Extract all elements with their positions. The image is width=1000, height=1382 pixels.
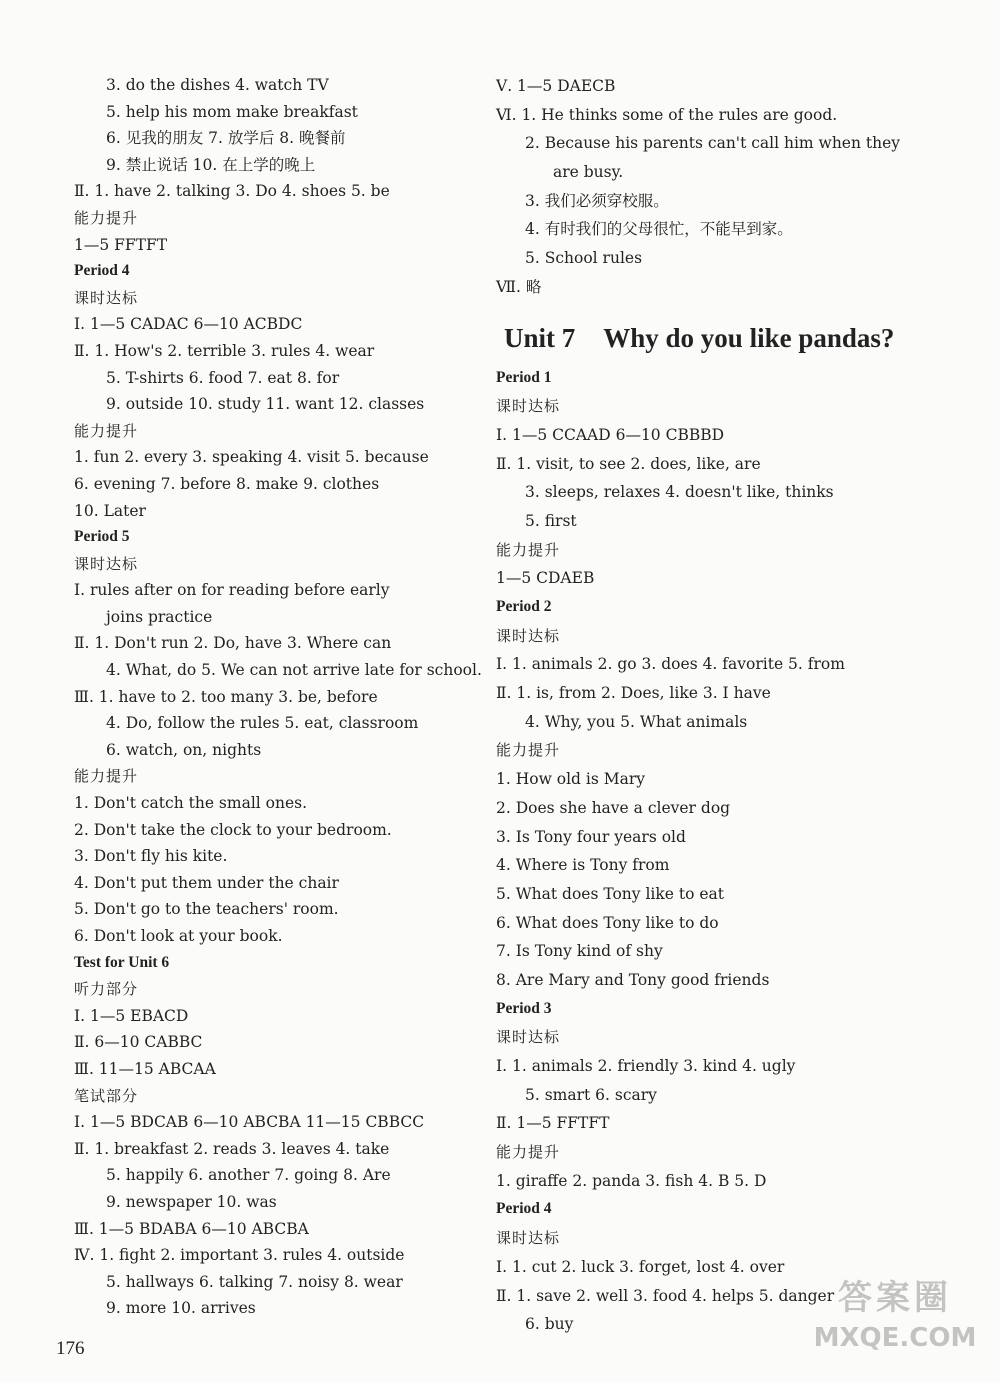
answer-line: 2. Because his parents can't call him when they (525, 134, 901, 153)
answer-line: 5. School rules (525, 249, 643, 268)
answer-line: 4. Don't put them under the chair (74, 873, 339, 892)
answer-line: 3. do the dishes 4. watch TV (106, 76, 329, 94)
answer-line: Ⅱ. 1. is, from 2. Does, like 3. I have (496, 684, 771, 703)
answer-line: Ⅰ. 1. animals 2. friendly 3. kind 4. ugly (496, 1057, 796, 1075)
answer-line: 4. Why, you 5. What animals (525, 712, 748, 731)
answer-line: 课时达标 (496, 397, 561, 416)
answer-line: 1. Don't catch the small ones. (74, 794, 308, 813)
answer-line: Ⅱ. 1. visit, to see 2. does, like, are (496, 454, 761, 473)
answer-line: Ⅲ. 1—5 BDABA 6—10 ABCBA (74, 1219, 309, 1238)
left-column (74, 72, 482, 1322)
section-heading: Period 2 (496, 598, 552, 615)
page-number: 176 (56, 1338, 85, 1359)
answer-line: 9. more 10. arrives (106, 1299, 256, 1318)
answer-line: 1. How old is Mary (496, 770, 646, 789)
answer-line: Ⅰ. 1—5 CADAC 6—10 ACBDC (74, 315, 303, 334)
answer-line: Ⅱ. 1. How's 2. terrible 3. rules 4. wear (74, 341, 375, 360)
answer-line: 5. Don't go to the teachers' room. (74, 900, 339, 919)
answer-line: Ⅱ. 1. have 2. talking 3. Do 4. shoes 5. be (74, 182, 390, 201)
answer-line: 能力提升 (74, 421, 139, 440)
answer-line: 6. Don't look at your book. (74, 927, 283, 945)
answer-line: 课时达标 (496, 626, 561, 645)
answer-line: 课时达标 (74, 554, 139, 573)
answer-line: Ⅱ. 1. breakfast 2. reads 3. leaves 4. take (74, 1139, 390, 1158)
answer-line: Ⅰ. 1—5 CCAAD 6—10 CBBBD (496, 425, 725, 444)
answer-line: joins practice (106, 607, 213, 626)
answer-line: 6. buy (525, 1315, 574, 1334)
answer-line: 2. Don't take the clock to your bedroom. (74, 820, 392, 839)
answer-line: Ⅱ. 6—10 CABBC (74, 1033, 203, 1052)
answer-line: 3. Is Tony four years old (496, 827, 686, 846)
answer-line: Ⅴ. 1—5 DAECB (496, 77, 616, 95)
answer-line: are busy. (553, 163, 624, 182)
unit-label: Unit 7 (504, 322, 576, 353)
answer-line: 7. Is Tony kind of shy (496, 942, 663, 961)
answer-line: 6. watch, on, nights (106, 740, 262, 759)
section-heading: Period 4 (74, 262, 130, 280)
answer-line: 1—5 FFTFT (74, 235, 168, 254)
answer-line: Ⅵ. 1. He thinks some of the rules are good. (496, 105, 838, 124)
answer-line: 3. Don't fly his kite. (74, 847, 228, 866)
answer-line: 能力提升 (74, 767, 139, 786)
answer-line: 5. happily 6. another 7. going 8. Are (106, 1166, 391, 1185)
answer-line: 6. What does Tony like to do (496, 913, 719, 932)
answer-line: 5. hallways 6. talking 7. noisy 8. wear (106, 1272, 403, 1291)
answer-line: Ⅲ. 11—15 ABCAA (74, 1059, 216, 1078)
right-top-block (496, 72, 926, 302)
answer-line: 4. Where is Tony from (496, 856, 670, 875)
section-heading: Test for Unit 6 (74, 953, 170, 971)
answer-line: 9. outside 10. study 11. want 12. classes (106, 395, 425, 414)
answer-line: 5. smart 6. scary (525, 1085, 657, 1104)
section-heading: Period 4 (496, 1200, 552, 1218)
answer-line: Ⅰ. 1—5 EBACD (74, 1006, 189, 1025)
answer-line: Ⅰ. 1—5 BDCAB 6—10 ABCBA 11—15 CBBCC (74, 1113, 425, 1132)
answer-line: 能力提升 (74, 208, 139, 227)
answer-line: 6. 见我的朋友 7. 放学后 8. 晚餐前 (106, 129, 346, 148)
answer-line: 课时达标 (74, 288, 139, 307)
answer-line: 3. sleeps, relaxes 4. doesn't like, thinks (525, 483, 834, 502)
answer-line: 1. fun 2. every 3. speaking 4. visit 5. because (74, 448, 429, 467)
answer-line: 5. help his mom make breakfast (106, 102, 358, 121)
answer-line: 3. 我们必须穿校服。 (525, 191, 669, 210)
answer-line: 4. 有时我们的父母很忙，不能早到家。 (525, 220, 793, 239)
section-heading: Period 1 (496, 368, 552, 386)
section-heading: Period 5 (74, 528, 130, 546)
answer-line: 2. Does she have a clever dog (496, 798, 731, 817)
answer-line: 能力提升 (496, 540, 561, 559)
answer-line: 9. 禁止说话 10. 在上学的晚上 (106, 155, 316, 174)
answer-line: 6. evening 7. before 8. make 9. clothes (74, 474, 380, 493)
answer-line: 5. first (525, 511, 577, 530)
watermark-en: MXQE.COM (813, 1323, 977, 1353)
answer-line: 听力部分 (74, 980, 139, 999)
section-heading: Period 3 (496, 999, 552, 1017)
answer-line: 课时达标 (496, 1229, 561, 1248)
answer-line: 5. What does Tony like to eat (496, 884, 725, 903)
answer-line: 1. giraffe 2. panda 3. fish 4. B 5. D (496, 1171, 767, 1190)
answer-line: 能力提升 (496, 1143, 561, 1162)
answer-line: 课时达标 (496, 1028, 561, 1047)
answer-line: 笔试部分 (74, 1086, 139, 1105)
right-column (496, 72, 926, 1339)
watermark-cn: 答案圈 (838, 1278, 952, 1318)
answer-line: Ⅱ. 1—5 FFTFT (496, 1114, 610, 1133)
answer-line: Ⅳ. 1. fight 2. important 3. rules 4. outside (74, 1246, 405, 1265)
answer-line: 10. Later (74, 501, 146, 520)
unit-title: Why do you like pandas? (603, 322, 895, 353)
answer-line: 8. Are Mary and Tony good friends (496, 970, 770, 989)
answer-line: 4. Do, follow the rules 5. eat, classroom (106, 714, 419, 733)
answer-line: Ⅲ. 1. have to 2. too many 3. be, before (74, 687, 378, 706)
answer-line: 1—5 CDAEB (496, 569, 595, 588)
answer-line: Ⅱ. 1. save 2. well 3. food 4. helps 5. danger (496, 1286, 835, 1305)
answer-line: Ⅱ. 1. Don't run 2. Do, have 3. Where can (74, 634, 392, 653)
answer-line: Ⅰ. rules after on for reading before early (74, 581, 390, 600)
answer-line: 4. What, do 5. We can not arrive late for school. (106, 661, 482, 680)
answer-line: 5. T-shirts 6. food 7. eat 8. for (106, 368, 340, 387)
answer-line: Ⅶ. 略 (496, 277, 542, 296)
watermark-logo (800, 1270, 990, 1370)
answer-line: 能力提升 (496, 741, 561, 760)
answer-line: Ⅰ. 1. animals 2. go 3. does 4. favorite 5. from (496, 655, 845, 674)
right-bottom-block (496, 364, 926, 1339)
unit-heading (496, 302, 926, 364)
answer-line: Ⅰ. 1. cut 2. luck 3. forget, lost 4. over (496, 1257, 785, 1276)
answer-line: 9. newspaper 10. was (106, 1192, 277, 1211)
